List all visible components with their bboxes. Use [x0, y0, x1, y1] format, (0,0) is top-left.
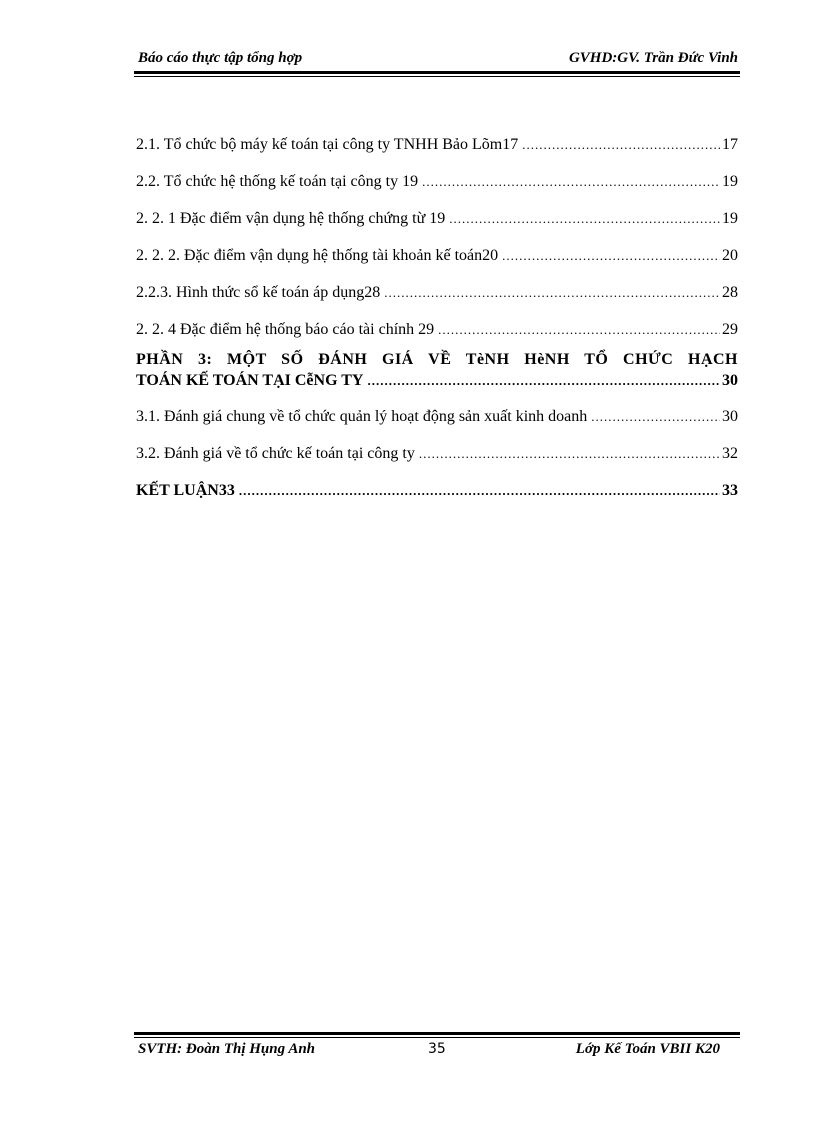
toc-entry-title: 3.2. Đánh giá về tổ chức kế toán tại công ty: [136, 445, 415, 462]
toc-entry-title: 2.1. Tổ chức bộ máy kế toán tại công ty TNHH Bảo Lõm17: [136, 136, 519, 153]
toc-leader-dots: [239, 472, 720, 509]
header-rule-thick: [134, 71, 740, 74]
toc-leader-dots: [438, 311, 720, 348]
toc-leader-dots: [384, 274, 720, 311]
toc-entry-page: 28: [722, 284, 738, 301]
table-of-contents: [136, 126, 738, 509]
toc-conclusion-entry[interactable]: [136, 472, 738, 509]
toc-leader-dots: [591, 398, 720, 435]
toc-entry[interactable]: [136, 200, 738, 237]
toc-entry[interactable]: [136, 435, 738, 472]
toc-leader-dots: [422, 163, 720, 200]
toc-entry[interactable]: [136, 311, 738, 348]
toc-entry-title: 2.2. Tổ chức hệ thống kế toán tại công ty 19: [136, 173, 419, 190]
footer-class: Lớp Kế Toán VBII K20: [575, 1041, 720, 1057]
toc-entry-page: 32: [722, 445, 738, 462]
footer-rule-thick: [134, 1032, 740, 1035]
toc-entry-title: 2. 2. 4 Đặc điểm hệ thống báo cáo tài chính 29: [136, 321, 435, 338]
header-advisor: GVHD:GV. Trần Đức Vinh: [568, 50, 738, 66]
toc-entry[interactable]: [136, 163, 738, 200]
page-header: [138, 48, 738, 70]
toc-leader-dots: [367, 370, 720, 392]
toc-part3-page: 30: [722, 372, 738, 389]
toc-entry-page: 20: [722, 247, 738, 264]
footer-student: SVTH: Đoàn Thị Hụng Anh: [138, 1041, 316, 1057]
header-rule-thin: [134, 76, 740, 77]
toc-part3-title-line1: PHẦN 3: MỘT SỐ ĐÁNH GIÁ VỀ TèNH HèNH TỔ CHỨC HẠCH: [136, 351, 738, 368]
page-footer: [138, 1041, 720, 1063]
toc-entry-title: 3.1. Đánh giá chung về tổ chức quản lý hoạt động sản xuất kinh doanh: [136, 408, 588, 425]
toc-entry[interactable]: [136, 237, 738, 274]
toc-part3-entry[interactable]: [136, 350, 738, 392]
toc-leader-dots: [419, 435, 720, 472]
toc-leader-dots: [522, 126, 720, 163]
toc-entry-page: 29: [722, 321, 738, 338]
toc-part3-title-line2: TOÁN KẾ TOÁN TẠI CễNG TY: [136, 372, 364, 389]
toc-entry[interactable]: [136, 126, 738, 163]
toc-entry-page: 19: [722, 210, 738, 227]
toc-entry-page: 19: [722, 173, 738, 190]
toc-entry-page: 17: [722, 136, 738, 153]
toc-leader-dots: [449, 200, 720, 237]
toc-entry-title: 2.2.3. Hình thức sổ kế toán áp dụng28: [136, 284, 381, 301]
footer-page-number: 35: [428, 1041, 446, 1057]
toc-entry[interactable]: [136, 274, 738, 311]
header-report-title: Báo cáo thực tập tổng hợp: [138, 50, 303, 66]
toc-entry-title: 2. 2. 1 Đặc điểm vận dụng hệ thống chứng từ 19: [136, 210, 446, 227]
toc-leader-dots: [502, 237, 720, 274]
footer-rule-thin: [134, 1037, 740, 1038]
toc-conclusion-title: KẾT LUẬN33: [136, 482, 235, 499]
toc-entry-page: 30: [722, 408, 738, 425]
toc-entry-title: 2. 2. 2. Đặc điểm vận dụng hệ thống tài khoản kế toán20: [136, 247, 499, 264]
toc-entry[interactable]: [136, 398, 738, 435]
toc-conclusion-page: 33: [722, 482, 738, 499]
